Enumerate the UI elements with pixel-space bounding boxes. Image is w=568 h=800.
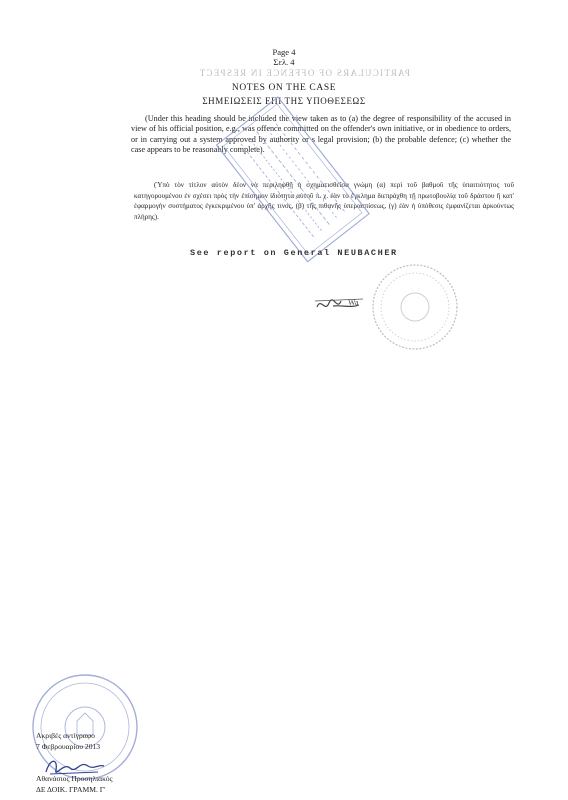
- grey-round-stamp: [370, 262, 460, 352]
- handwritten-initials: [313, 293, 373, 317]
- instructions-gr-paragraph: (Ὑπὸ τὸν τίτλον αὐτὸν δέον νὰ περιληφθῇ ἡ σχηματισθεῖσα γνώμη (α) περὶ τοῦ βαθμοῦ τῆς ὑπαιτιότητος τοῦ κατηγορουμένου ἐν σχέσει πρὸς τὴν ἐπίσημον ἰδιότητα αὐτοῦ π. χ. ἐὰν τὸ ἔγκλημα διεπράχθη τῇ πρωτοβουλίᾳ τοῦ δράστου ἢ κατ' ἐφαρμογὴν συστήματος ἐγκεκριμένου ὑπ' ἀρχῆς τινος, (β) τῆς πιθανῆς ὑπερασπίσεως, (γ) ἐὰν ἡ ὑπόθεσις ἐμφανίζεται ἀρκούντως πλήρης).: [134, 181, 514, 222]
- initials-text: Wa: [348, 298, 359, 307]
- notes-title-gr: ΣΗΜΕΙΩΣΕΙΣ ΕΠΙ ΤΗΣ ΥΠΟΘΕΣΕΩΣ: [202, 96, 366, 106]
- notes-title-en: NOTES ON THE CASE: [231, 83, 337, 93]
- instructions-en-paragraph: (Under this heading should be included the view taken as to (a) the degree of responsibility of the accused in view of his official position, e.g., was offence committed on the offender's own initiative, or in obedience to orders, or in carrying out a system approved by authority or s legal provision; (b) the probable defence; (c) whether the case appears to be reasonably complete).: [131, 114, 511, 154]
- certifier-title: ΔΕ ΔΟΙΚ. ΓΡΑΜΜ. Γ': [36, 785, 106, 794]
- certified-copy-label: Ακριβές αντίγραφο: [36, 731, 95, 740]
- typed-note: See report on General NEUBACHER: [190, 248, 398, 258]
- blue-rectangular-stamp: [232, 100, 352, 260]
- certification-date: 7 Φεβρουαρίου 2013: [36, 742, 101, 751]
- certifier-name: Αθανάσιος Προσηλιακός: [36, 774, 113, 783]
- reverse-side-bleedthrough: PARTICULARS OF OFFENCE IN RESPECT: [198, 68, 410, 78]
- page-number-en: Page 4: [272, 47, 296, 57]
- page-number-gr: Σελ. 4: [273, 57, 295, 67]
